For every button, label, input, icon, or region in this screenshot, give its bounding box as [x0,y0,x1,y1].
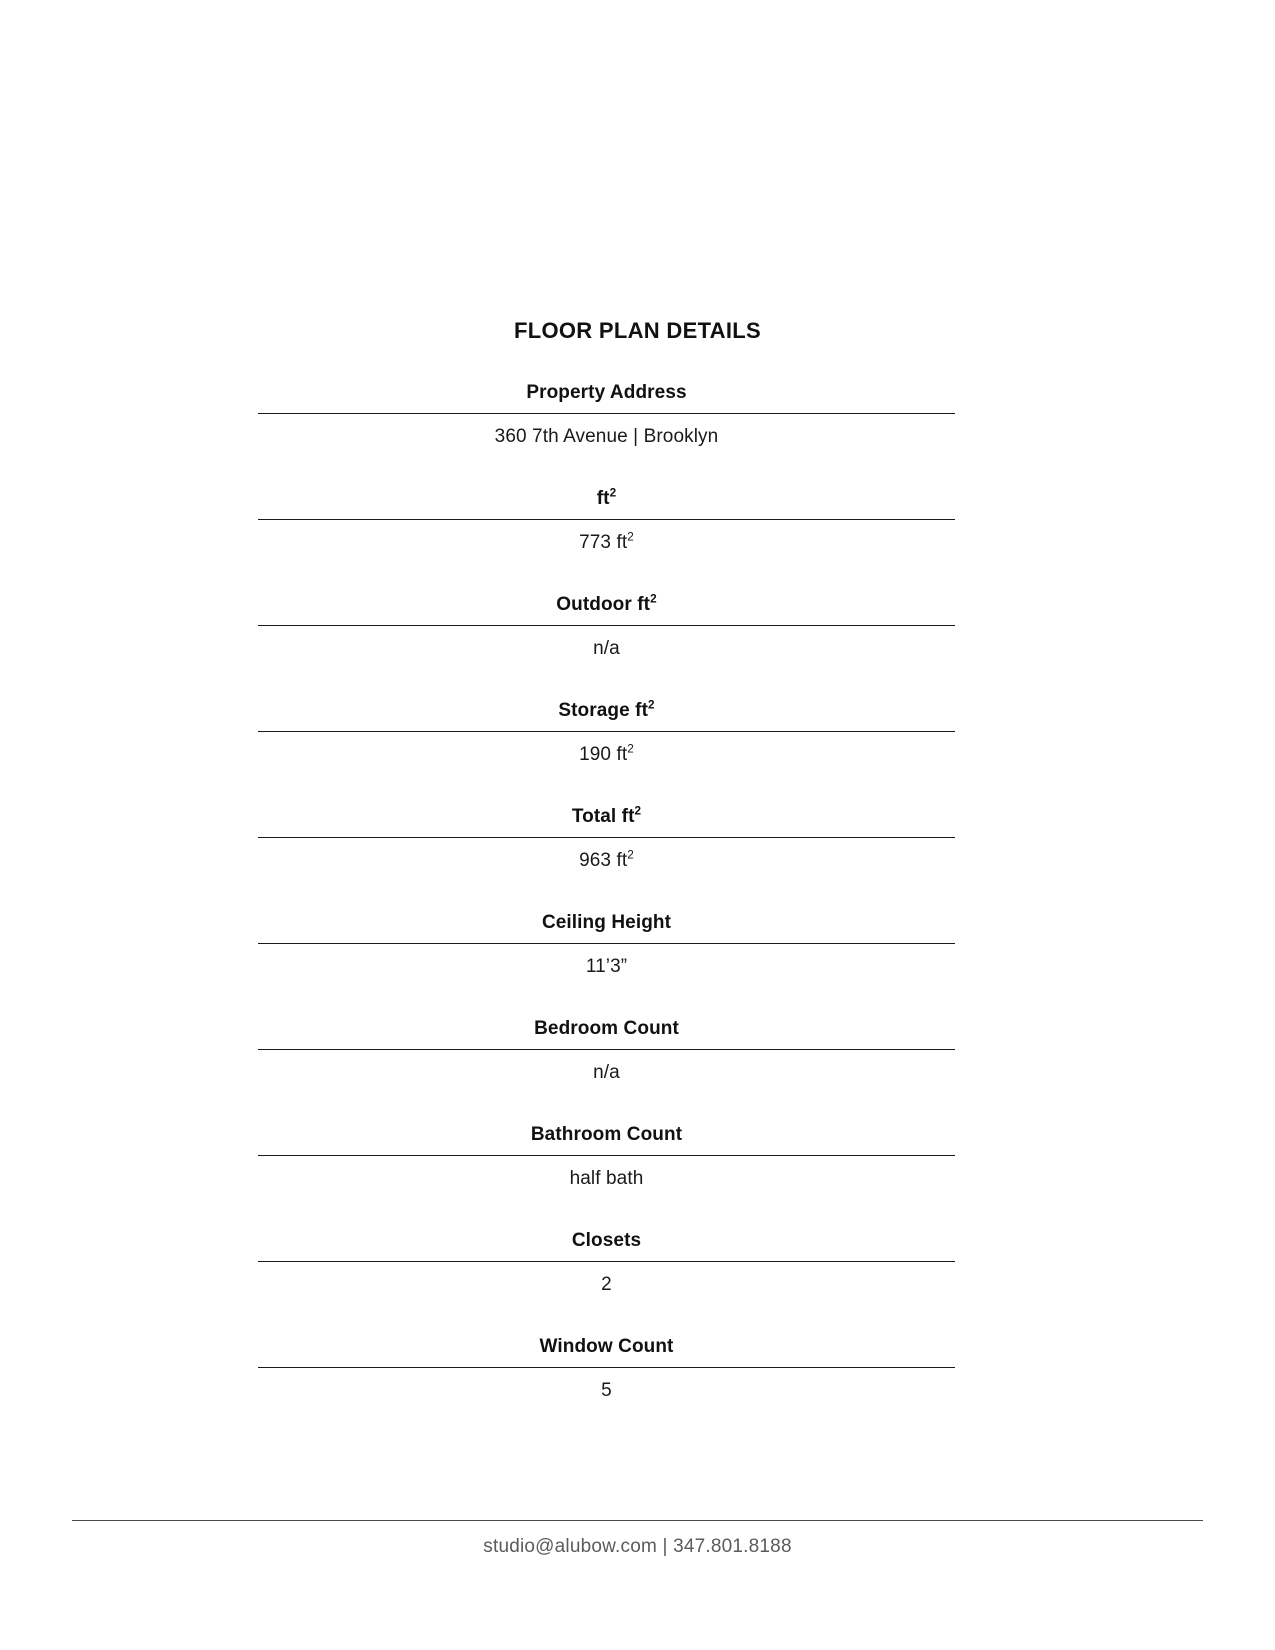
row-label: Outdoor $ft^2$ [556,592,657,615]
row-value: 360 7th Avenue | Brooklyn [494,426,719,447]
row-value: 773 $ft^2$ [579,530,634,553]
row-label: Ceiling Height [541,912,672,933]
row-value: 5 [601,1380,612,1401]
row-label: Window Count [539,1336,674,1357]
row-value: n/a [593,638,620,659]
table-row [258,382,955,488]
row-value: 963 $ft^2$ [579,848,634,871]
superscript: 2 [627,742,634,756]
row-label: Property Address [526,382,687,403]
table-row [258,1230,955,1336]
row-label: Bathroom Count [530,1124,683,1145]
row-value: 190 $ft^2$ [579,742,634,765]
table-row [258,594,955,700]
row-value: 11’3” [585,956,628,977]
row-label: Closets [571,1230,642,1251]
table-row [258,912,955,1018]
row-value: half bath [569,1168,644,1189]
superscript: 2 [648,698,655,712]
footer-divider [72,1520,1203,1521]
superscript: 2 [609,486,617,500]
row-label: Storage $ft^2$ [558,698,655,721]
row-label: Bedroom Count [534,1018,679,1039]
superscript: 2 [650,592,657,606]
superscript: 2 [627,848,634,862]
table-row [258,1336,955,1442]
table-row [258,806,955,912]
page-title: FLOOR PLAN DETAILS [514,318,761,343]
footer-contact: studio@alubow.com | 347.801.8188 [483,1536,792,1557]
table-row [258,700,955,806]
row-label: $ft^2$ [596,486,617,509]
row-label: Total $ft^2$ [571,804,642,827]
table-row [258,488,955,594]
row-value: 2 [601,1274,612,1295]
superscript: 2 [634,804,642,818]
row-value: n/a [593,1062,620,1083]
table-row [258,1018,955,1124]
table-row [258,1124,955,1230]
superscript: 2 [627,530,634,544]
floor-plan-details-table [258,382,955,1442]
